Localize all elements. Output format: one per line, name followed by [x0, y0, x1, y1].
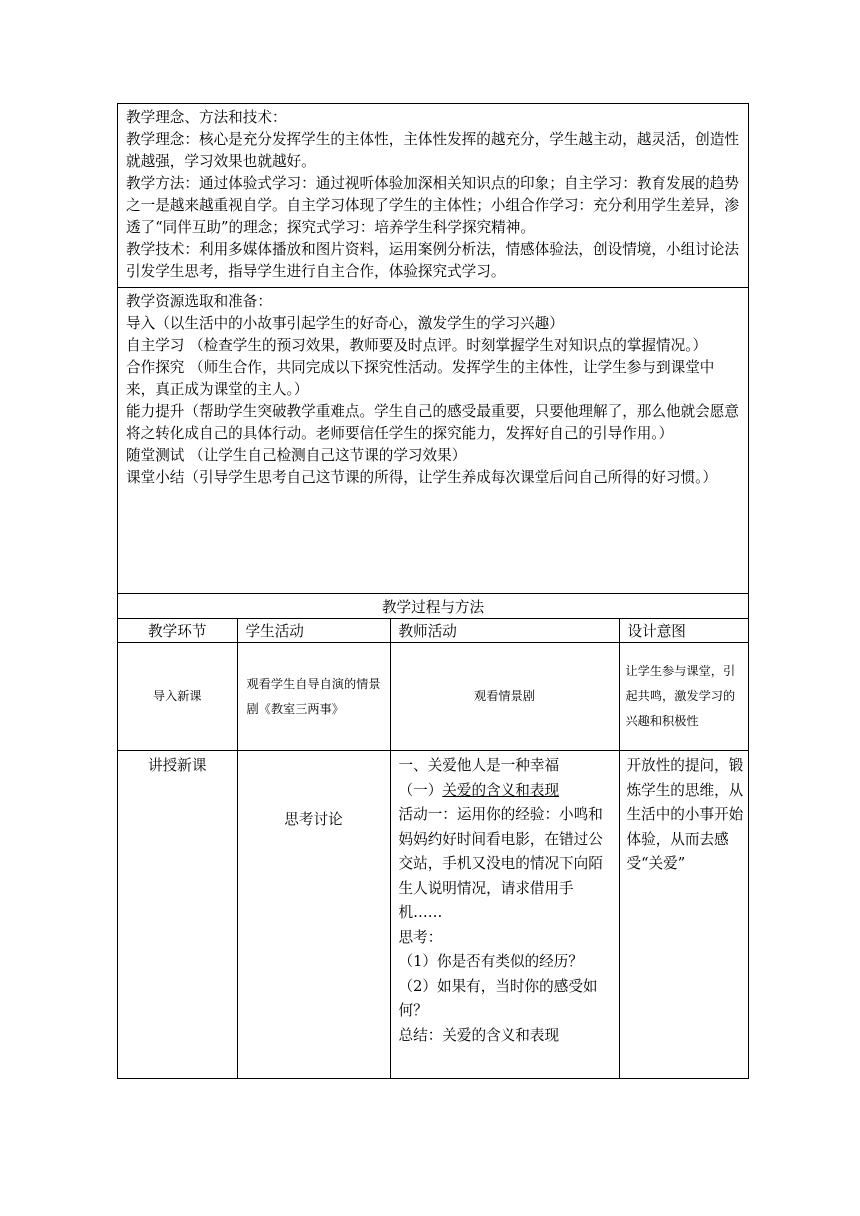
- concepts-section: [118, 104, 748, 288]
- resource-summary: 课堂小结（引导学生思考自己这节课的所得，让学生养成每次课堂后问自己所得的好习惯。）: [126, 469, 718, 486]
- teacher-activity-1: 活动一：运用你的经验：小鸣和妈妈约好时间看电影，在错过公交站，手机又没电的情况下向陌生人说明情况，请求借用手机……: [398, 806, 603, 921]
- teacher-line-1: 一、关爱他人是一种幸福: [398, 757, 560, 774]
- cell-intent-intro: 让学生参与课堂，引起共鸣，激发学习的兴趣和积极性: [619, 643, 748, 751]
- header-student: 学生活动: [237, 619, 390, 643]
- cell-stage-teach: 讲授新课: [118, 751, 237, 1079]
- teacher-question-1: （1）你是否有类似的经历？: [398, 953, 583, 970]
- resources-section: [118, 288, 748, 594]
- teaching-philosophy: 教学理念：核心是充分发挥学生的主体性，主体性发挥的越充分，学生越主动，越灵活，创造性就越强，学习效果也就越好。: [126, 131, 739, 170]
- teacher-line-2-prefix: （一）: [398, 781, 443, 799]
- resource-intro: 导入（以生活中的小故事引起学生的好奇心，激发学生的学习兴趣）: [126, 315, 564, 332]
- resource-cooperation: 合作探究 （师生合作，共同完成以下探究性活动。发挥学生的主体性，让学生参与到课堂中来，真正成为课堂的主人。）: [126, 359, 715, 398]
- teacher-summary: 总结：关爱的含义和表现: [398, 1026, 560, 1044]
- lesson-plan-table: [117, 103, 749, 1079]
- teacher-line-2: [399, 779, 615, 804]
- process-title: 教学过程与方法: [118, 594, 748, 619]
- cell-teacher-intro: 观看情景剧: [390, 643, 619, 751]
- teacher-think-label: 思考：: [398, 928, 443, 946]
- cell-teacher-teach: [390, 751, 619, 1079]
- header-intent: 设计意图: [619, 619, 748, 643]
- teaching-technology: 教学技术：利用多媒体播放和图片资料，运用案例分析法，情感体验法，创设情境，小组讨论法引发学生思考，指导学生进行自主合作，体验探究式学习。: [126, 241, 739, 280]
- resource-self-study: 自主学习 （检查学生的预习效果，教师要及时点评。时刻掌握学生对知识点的掌握情况。）: [126, 337, 708, 354]
- header-teacher: 教师活动: [390, 619, 619, 643]
- cell-student-intro: 观看学生自导自演的情景剧《教室三两事》: [237, 643, 390, 751]
- concepts-heading: 教学理念、方法和技术：: [126, 109, 287, 126]
- header-stage: 教学环节: [118, 619, 237, 643]
- teacher-question-2: （2）如果有，当时你的感受如何？: [398, 977, 598, 1019]
- teacher-line-2-underlined: 关爱的含义和表现: [442, 781, 560, 799]
- process-header-row: [118, 619, 748, 643]
- cell-stage-intro: 导入新课: [118, 643, 237, 751]
- table-row: [118, 751, 748, 1079]
- resource-ability: 能力提升（帮助学生突破教学重难点。学生自己的感受最重要，只要他理解了，那么他就会愿意将之转化成自己的具体行动。老师要信任学生的探究能力，发挥好自己的引导作用。）: [126, 403, 739, 442]
- process-table: [118, 594, 748, 1078]
- cell-intent-teach: 开放性的提问，锻炼学生的思维，从生活中的小事开始体验，从而去感受“关爱”: [619, 751, 748, 1079]
- resource-test: 随堂测试 （让学生自己检测自己这节课的学习效果）: [126, 447, 467, 464]
- resources-heading: 教学资源选取和准备：: [126, 293, 272, 310]
- teaching-methods: 教学方法：通过体验式学习：通过视听体验加深相关知识点的印象；自主学习：教育发展的趋势之一是越来越重视自学。自主学习体现了学生的主体性；小组合作学习：充分利用学生差异，渗透了“同伴互助”的理念；探究式学习：培养学生科学探究精神。: [126, 175, 739, 236]
- table-row: [118, 643, 748, 751]
- process-title-row: [118, 594, 748, 619]
- cell-student-teach: 思考讨论: [237, 751, 390, 1079]
